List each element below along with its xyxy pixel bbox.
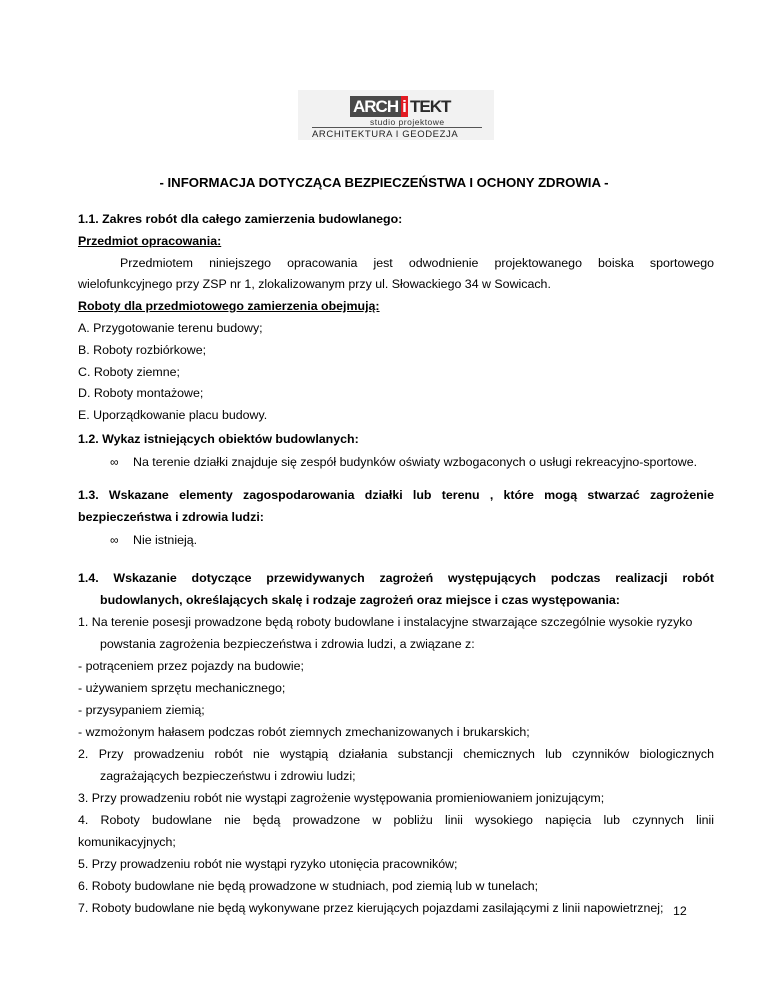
subject-label: Przedmiot opracowania:: [78, 234, 222, 248]
hazard-list-item: - przysypaniem ziemią;: [78, 703, 205, 717]
hazard-paragraph-line: 2. Przy prowadzeniu robót nie wystąpią działania substancji chemicznych lub czynników biologicznych: [78, 747, 714, 761]
hazard-paragraph-line: zagrażających bezpieczeństwu i zdrowiu ludzi;: [100, 769, 356, 783]
works-item: E. Uporządkowanie placu budowy.: [78, 408, 268, 422]
infinity-bullet-icon: ∞: [110, 533, 119, 547]
hazard-paragraph-line: komunikacyjnych;: [78, 835, 176, 849]
logo-tagline: ARCHITEKTURA I GEODEZJA: [312, 129, 459, 140]
works-item: C. Roboty ziemne;: [78, 365, 180, 379]
hazard-paragraph-line: 4. Roboty budowlane nie będą prowadzone w pobliżu linii wysokiego napięcia lub czynnych linii: [78, 813, 714, 827]
document-title: - INFORMACJA DOTYCZĄCA BEZPIECZEŃSTWA I OCHONY ZDROWIA -: [159, 175, 609, 190]
hazard-list-item: - wzmożonym hałasem podczas robót ziemnych zmechanizowanych i brukarskich;: [78, 725, 530, 739]
section-1-3-heading-line-1: 1.3. Wskazane elementy zagospodarowania działki lub terenu , które mogą stwarzać zagrożenie: [78, 488, 714, 502]
section-1-1-heading: 1.1. Zakres robót dla całego zamierzenia budowlanego:: [78, 212, 403, 226]
hazard-paragraph-line: 7. Roboty budowlane nie będą wykonywane przez kierujących pojazdami zasilającymi z linii napowietrznej;: [78, 901, 664, 915]
hazard-list-item: - używaniem sprzętu mechanicznego;: [78, 681, 286, 695]
logo-studio-text: studio projektowe: [370, 117, 445, 127]
section-1-4-heading-line-1: 1.4. Wskazanie dotyczące przewidywanych zagrożeń występujących podczas realizacji robót: [78, 571, 714, 585]
company-logo: [298, 90, 494, 140]
section-1-3-heading-line-2: bezpieczeństwa i zdrowia ludzi:: [78, 510, 264, 524]
logo-divider: [312, 127, 482, 128]
works-label: Roboty dla przedmiotowego zamierzenia obejmują:: [78, 299, 380, 313]
section-1-4-heading-line-2: budowlanych, określających skalę i rodzaje zagrożeń oraz miejsce i czas występowania:: [100, 593, 620, 607]
page-number: 12: [673, 904, 687, 918]
logo-i-mark: i: [402, 97, 407, 116]
hazard-paragraph-line: 1. Na terenie posesji prowadzone będą roboty budowlane i instalacyjne stwarzające szczególnie wysokie ryzyko: [78, 615, 693, 629]
works-item: B. Roboty rozbiórkowe;: [78, 343, 207, 357]
hazard-paragraph-line: 6. Roboty budowlane nie będą prowadzone w studniach, pod ziemią lub w tunelach;: [78, 879, 539, 893]
logo-arch-text: ARCH: [350, 96, 401, 117]
works-item: A. Przygotowanie terenu budowy;: [78, 321, 263, 335]
hazard-paragraph-line: 3. Przy prowadzeniu robót nie wystąpi zagrożenie występowania promieniowaniem jonizującym;: [78, 791, 605, 805]
hazard-paragraph-line: 5. Przy prowadzeniu robót nie wystąpi ryzyko utonięcia pracowników;: [78, 857, 458, 871]
section-1-2-heading: 1.2. Wykaz istniejących obiektów budowlanych:: [78, 432, 359, 446]
hazard-elements-text: Nie istnieją.: [133, 533, 198, 547]
subject-text-line-1: Przedmiotem niniejszego opracowania jest odwodnienie projektowanego boiska sportowego: [120, 256, 714, 270]
infinity-bullet-icon: ∞: [110, 455, 119, 469]
hazard-paragraph-line: powstania zagrożenia bezpieczeństwa i zdrowia ludzi, a związane z:: [100, 637, 475, 651]
logo-tekt-text: TEKT: [410, 97, 451, 116]
works-item: D. Roboty montażowe;: [78, 386, 204, 400]
existing-buildings-text: Na terenie działki znajduje się zespół budynków oświaty wzbogaconych o usługi rekreacyjno-sportowe.: [133, 455, 698, 469]
hazard-list-item: - potrąceniem przez pojazdy na budowie;: [78, 659, 304, 673]
subject-text-line-2: wielofunkcyjnego przy ZSP nr 1, zlokalizowanym przy ul. Słowackiego 34 w Sowicach.: [78, 277, 551, 291]
